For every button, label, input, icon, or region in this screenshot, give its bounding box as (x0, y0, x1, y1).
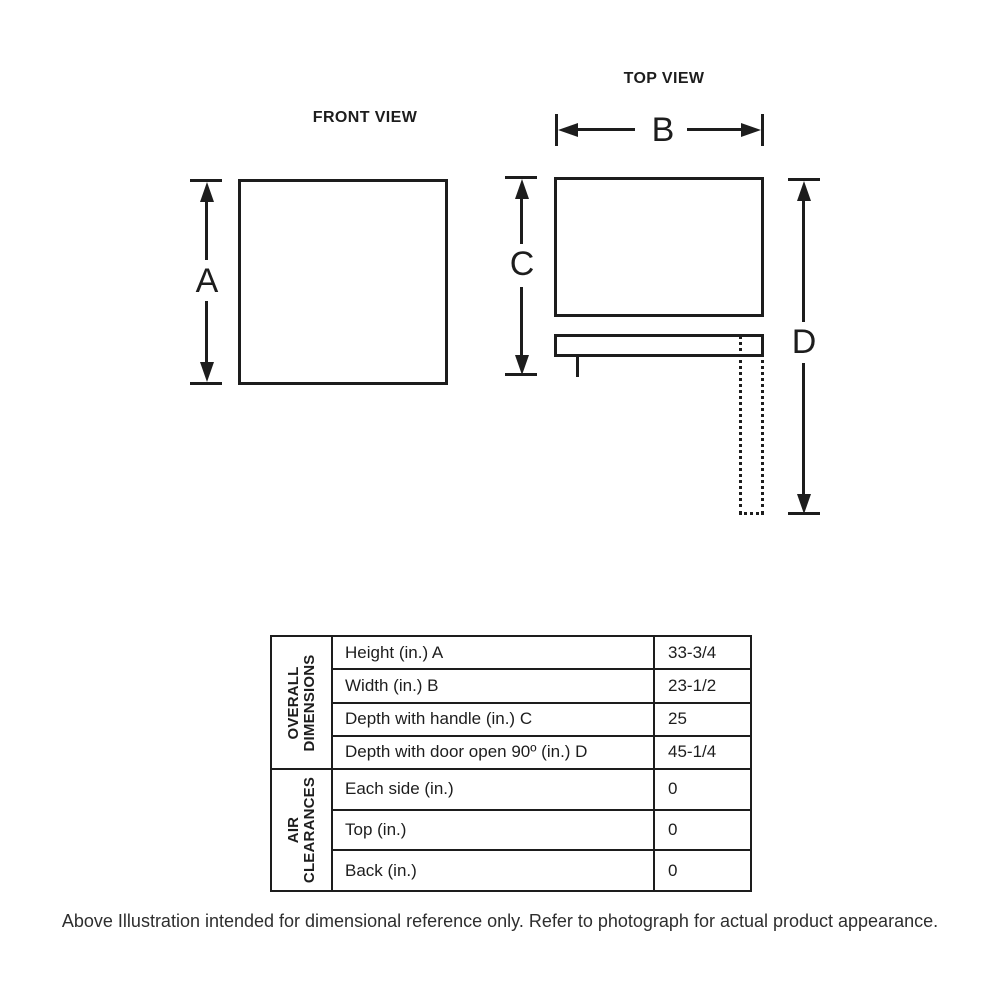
door-bar (554, 334, 764, 357)
front-view-title: FRONT VIEW (312, 109, 418, 126)
dim-c-upper-shaft (520, 193, 523, 244)
dim-d-label: D (791, 323, 817, 361)
table-row (333, 737, 750, 768)
table-row (333, 811, 750, 852)
row-label: Each side (in.) (333, 770, 655, 809)
header-line: AIR (284, 816, 302, 844)
table-row (333, 851, 750, 890)
row-value: 0 (668, 820, 678, 839)
top-view-box (554, 177, 764, 317)
row-value: 0 (668, 779, 678, 799)
footer-note: Above Illustration intended for dimensional reference only. Refer to photograph for actual product appearance. (61, 911, 939, 931)
table-group-air-clearances (272, 770, 750, 890)
dim-c-label: C (509, 245, 535, 283)
front-view-box (238, 179, 448, 385)
dim-a-label: A (195, 262, 219, 300)
row-label: Width (in.) B (333, 670, 655, 701)
header-line: CLEARANCES (300, 776, 318, 884)
row-value: 23-1/2 (668, 675, 717, 695)
door-hinge-tick (576, 356, 579, 377)
dim-c-down-arrowhead-icon (515, 355, 529, 375)
dim-a-down-arrowhead-icon (200, 362, 214, 382)
table-row (333, 637, 750, 670)
dim-b-left-shaft (575, 128, 635, 131)
row-label: Depth with handle (in.) C (333, 704, 655, 735)
dim-a-bottom-tick (190, 382, 222, 385)
header-line: DIMENSIONS (300, 654, 318, 752)
air-clearances-header-text (286, 755, 318, 905)
row-label: Top (in.) (333, 811, 655, 850)
dim-d-down-arrowhead-icon (797, 494, 811, 514)
overall-dimensions-rows (333, 637, 750, 768)
row-label: Depth with door open 90º (in.) D (333, 737, 655, 768)
door-open-dashed-outline (739, 335, 764, 515)
dim-a-upper-shaft (205, 196, 208, 260)
dim-d-lower-shaft (802, 363, 805, 498)
dim-d-upper-shaft (802, 195, 805, 322)
row-label: Back (in.) (333, 851, 655, 890)
row-value: 45-1/4 (668, 742, 717, 762)
row-label: Height (in.) A (333, 637, 655, 668)
dim-b-label: B (651, 111, 675, 149)
air-clearances-header-cell (272, 770, 333, 890)
overall-dimensions-header-cell (272, 637, 333, 768)
spec-table (270, 635, 752, 892)
row-value: 33-3/4 (668, 642, 717, 662)
row-value: 25 (668, 709, 687, 729)
table-group-overall-dimensions (272, 637, 750, 770)
dim-b-right-shaft (687, 128, 745, 131)
table-row (333, 770, 750, 811)
top-view-title: TOP VIEW (623, 70, 705, 87)
dim-d-bottom-tick (788, 512, 820, 515)
dim-c-bottom-tick (505, 373, 537, 376)
air-clearances-rows (333, 770, 750, 890)
row-value: 0 (668, 860, 678, 880)
header-line: OVERALL (284, 665, 302, 740)
dim-b-right-tick (761, 114, 764, 146)
table-row (333, 670, 750, 703)
dim-a-lower-shaft (205, 301, 208, 367)
dim-b-right-arrowhead-icon (741, 123, 761, 137)
dim-c-lower-shaft (520, 287, 523, 360)
table-row (333, 704, 750, 737)
